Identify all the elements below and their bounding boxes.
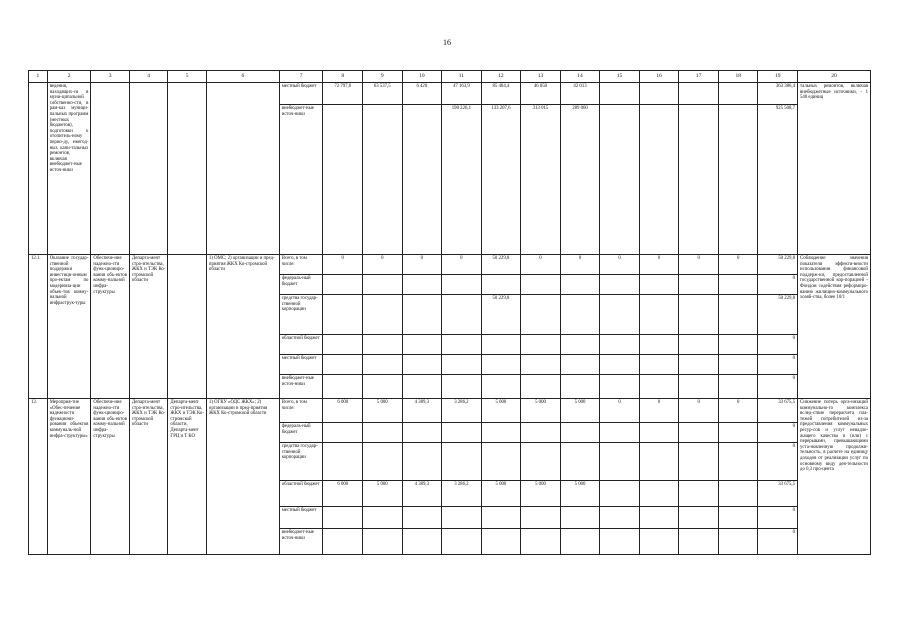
goal-cell <box>91 83 130 255</box>
col-header: 20 <box>798 71 871 83</box>
participants-cell: 1) ОМС; 2) организации и пред-приятия ЖКХ Ко-стромской области <box>206 255 279 399</box>
value-cell: 6 000 <box>323 399 363 423</box>
value-cell <box>639 83 679 105</box>
value-cell: 50 229,8 <box>481 295 521 335</box>
value-cell: 289 060 <box>560 105 600 255</box>
goal-cell: Обеспече-ние надежно-сти функ-циониро-вания объ-ектов комму-нальной инфра-структуры <box>91 399 130 555</box>
col-header: 4 <box>129 71 168 83</box>
value-cell: 5 000 <box>521 399 561 423</box>
col-header: 5 <box>168 71 207 83</box>
col-header: 15 <box>600 71 640 83</box>
source-cell: Всего, в том числе: <box>279 399 323 423</box>
col-header: 11 <box>442 71 482 83</box>
total-cell: 33 675,5 <box>758 399 798 423</box>
value-cell: 0 <box>363 255 403 275</box>
total-cell: 925 508,7 <box>758 105 798 255</box>
source-cell: местный бюджет <box>279 355 323 375</box>
value-cell: 5 000 <box>481 399 521 423</box>
value-cell: 5 000 <box>560 399 600 423</box>
source-cell: внебюджет-ные источ-ники <box>279 105 323 255</box>
value-cell: 50 229,8 <box>481 255 521 275</box>
value-cell: 0 <box>323 255 363 275</box>
col-header: 6 <box>206 71 279 83</box>
col-header: 13 <box>521 71 561 83</box>
col-header: 16 <box>639 71 679 83</box>
value-cell: 133 207,6 <box>481 105 521 255</box>
total-cell: 0 <box>758 375 798 399</box>
col-header: 14 <box>560 71 600 83</box>
source-cell: внебюджет-ные источ-ники <box>279 375 323 399</box>
coexecutor-cell <box>168 255 207 399</box>
source-cell: средства государ-ственной корпорации <box>279 443 323 481</box>
result-cell: тальных ремонтов, включая внебюджетные источники, - 1 548 единиц <box>798 83 871 255</box>
col-header: 18 <box>718 71 758 83</box>
col-header: 17 <box>679 71 719 83</box>
value-cell <box>402 105 442 255</box>
value-cell: 0 <box>402 255 442 275</box>
source-cell: областной бюджет <box>279 481 323 507</box>
source-cell: федераль-ный бюджет <box>279 423 323 443</box>
value-cell: 5 000 <box>560 481 600 507</box>
value-cell <box>600 105 640 255</box>
value-cell: 63 537,5 <box>363 83 403 105</box>
col-header: 10 <box>402 71 442 83</box>
value-cell: 6 000 <box>323 481 363 507</box>
item-name-cell: Мероприя-тие «Обес-печение надежности функциони-рования объектов коммуналь-ной инфра-структуры» <box>47 399 91 555</box>
source-cell: областной бюджет <box>279 335 323 355</box>
executor-cell <box>129 83 168 255</box>
value-cell: 4 389,3 <box>402 481 442 507</box>
value-cell: 6 420 <box>402 83 442 105</box>
page-number: 16 <box>443 38 451 47</box>
value-cell: 0 <box>560 255 600 275</box>
item-number-cell <box>29 83 48 255</box>
value-cell: 0 <box>679 255 719 275</box>
funding-table <box>28 70 871 555</box>
source-cell: Всего, в том числе: <box>279 255 323 275</box>
total-cell: 0 <box>758 443 798 481</box>
source-cell: местный бюджет <box>279 507 323 529</box>
value-cell: 0 <box>718 399 758 423</box>
value-cell: 0 <box>600 399 640 423</box>
col-header: 8 <box>323 71 363 83</box>
value-cell: 313 015 <box>521 105 561 255</box>
total-cell: 0 <box>758 529 798 555</box>
value-cell <box>679 105 719 255</box>
value-cell <box>718 83 758 105</box>
item-name-cell: ведения, находящих-ся в муни-ципальной собственно-сти, в рам-ках муници-пальных программ (местных бюджетов), подготовки к отопитель-ному перио-ду, ежегод-ных капи-тальных ремонтов, включая внебюджет-ные источ-ники <box>47 83 91 255</box>
total-cell: 0 <box>758 355 798 375</box>
value-cell <box>600 83 640 105</box>
participants-cell: 1) ОГКУ «ОДС ЖКХ»; 2) организации и пред-приятия ЖКХ Ко-стромской области <box>206 399 279 555</box>
value-cell: 47 163,9 <box>442 83 482 105</box>
value-cell <box>639 105 679 255</box>
value-cell <box>718 105 758 255</box>
value-cell: 85 404,4 <box>481 83 521 105</box>
source-cell: местный бюджет <box>279 83 323 105</box>
source-cell: федераль-ный бюджет <box>279 275 323 295</box>
value-cell: 5 000 <box>363 399 403 423</box>
item-name-cell: Оказание государ-ственной поддержки инвестици-онным про-ектам по модерниза-ции объек-тов комму-нальной инфраструк-туры <box>47 255 91 399</box>
value-cell: 0 <box>600 255 640 275</box>
value-cell: 0 <box>639 399 679 423</box>
col-header: 3 <box>91 71 130 83</box>
total-cell: 50 229,8 <box>758 295 798 335</box>
participants-cell <box>206 83 279 255</box>
source-cell: средства государ-ственной корпорации <box>279 295 323 335</box>
value-cell: 46 050 <box>521 83 561 105</box>
table-row <box>29 83 871 105</box>
executor-cell: Департа-мент стро-ительства, ЖКХ и ТЭК Ко-стромской области <box>129 255 168 399</box>
goal-cell: Обеспече-ние надежно-сти функ-циониро-вания объ-ектов комму-нальной инфра-структуры <box>91 255 130 399</box>
value-cell: 42 013 <box>560 83 600 105</box>
total-cell: 363 386,4 <box>758 83 798 105</box>
coexecutor-cell <box>168 83 207 255</box>
col-header: 19 <box>758 71 798 83</box>
total-cell: 50 229,8 <box>758 255 798 275</box>
value-cell <box>679 83 719 105</box>
col-header: 12 <box>481 71 521 83</box>
table-row <box>29 255 871 275</box>
col-header: 7 <box>279 71 323 83</box>
total-cell: 0 <box>758 423 798 443</box>
col-header: 1 <box>29 71 48 83</box>
value-cell: 190 226,1 <box>442 105 482 255</box>
value-cell: 0 <box>639 255 679 275</box>
col-header: 9 <box>363 71 403 83</box>
value-cell: 0 <box>442 255 482 275</box>
value-cell <box>323 105 363 255</box>
value-cell: 0 <box>718 255 758 275</box>
value-cell: 3 286,2 <box>442 481 482 507</box>
value-cell: 5 000 <box>521 481 561 507</box>
value-cell: 3 286,2 <box>442 399 482 423</box>
total-cell: 33 675,5 <box>758 481 798 507</box>
item-number-cell: 12.1. <box>29 255 48 399</box>
column-number-row <box>29 71 871 83</box>
executor-cell: Департа-мент стро-ительства, ЖКХ и ТЭК Ко-стромской области <box>129 399 168 555</box>
value-cell: 5 000 <box>481 481 521 507</box>
total-cell: 0 <box>758 507 798 529</box>
col-header: 2 <box>47 71 91 83</box>
total-cell: 0 <box>758 275 798 295</box>
value-cell: 4 389,3 <box>402 399 442 423</box>
value-cell: 72 797,6 <box>323 83 363 105</box>
value-cell: 0 <box>679 399 719 423</box>
total-cell: 0 <box>758 335 798 355</box>
result-cell: Соблюдение значения показателя эффекти-вности использования финансовой поддерж-ки, предоставленной государственной кор-порацией - Фондом содействия реформиро-ванию жилищно-коммунального хозяй-ства, более 10/1 <box>798 255 871 399</box>
value-cell: 0 <box>521 255 561 275</box>
item-number-cell: 13. <box>29 399 48 555</box>
value-cell <box>363 105 403 255</box>
result-cell: Снижение потерь орга-низаций коммунально-го комплекса вслед-ствие перерасчета пла-тежей потребителей из-за предоставления коммунальных ресур-сов и услуг ненадле-жащего качества и (или) с перерывами, превышающими уста-новленную продолжи-тельность, в расчете на единицу доходов от реализации услуг по основному виду дея-тельности до 0,3 про-цента <box>798 399 871 555</box>
coexecutor-cell: Департа-мент стро-ительства, ЖКХ и ТЭК Ко-стромской области, Департа-мент ГРЦ и Т КО <box>168 399 207 555</box>
table-row <box>29 399 871 423</box>
value-cell: 5 000 <box>363 481 403 507</box>
source-cell: внебюджет-ные источ-ники <box>279 529 323 555</box>
